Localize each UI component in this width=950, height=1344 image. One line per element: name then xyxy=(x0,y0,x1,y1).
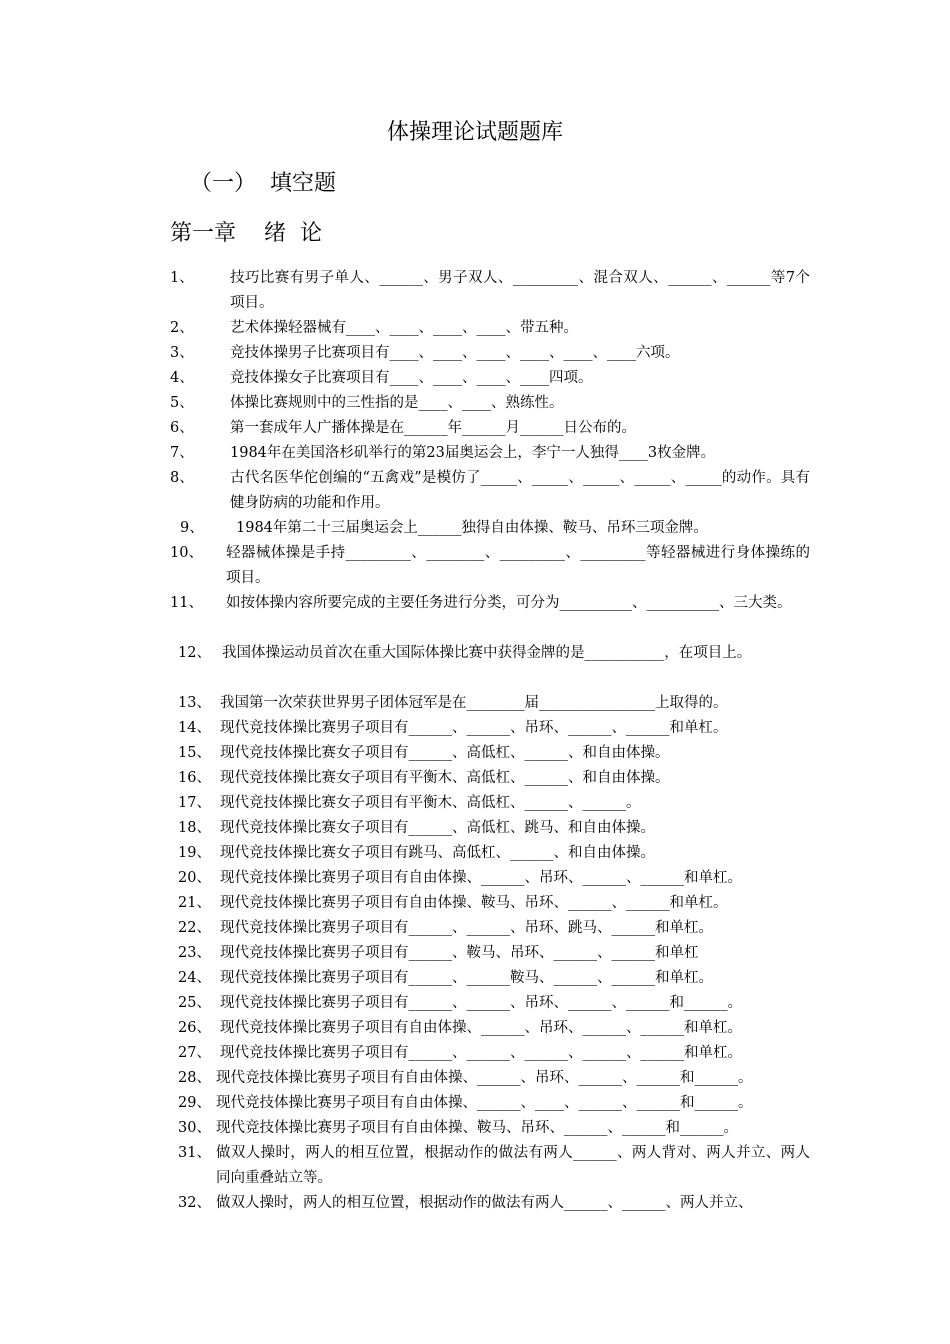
question-number: 19、 xyxy=(178,845,211,861)
question-number: 1、 xyxy=(170,270,194,286)
question-item xyxy=(178,1116,810,1141)
question-number: 10、 xyxy=(170,545,203,561)
question-number: 23、 xyxy=(178,945,211,961)
question-text: 现代竞技体操比赛男子项目有______、______、吊环、跳马、______和单杠。 xyxy=(220,920,713,936)
question-text: 艺术体操轻器械有____、____、____、____、带五种。 xyxy=(230,320,578,336)
question-number: 13、 xyxy=(178,695,211,711)
question-text: 现代竞技体操比赛女子项目有平衡木、高低杠、______、和自由体操。 xyxy=(220,770,670,786)
question-text: 现代竞技体操比赛男子项目有自由体操、鞍马、吊环、______、______和单杠。 xyxy=(220,895,728,911)
question-number: 2、 xyxy=(170,320,194,336)
question-number: 28、 xyxy=(178,1070,211,1086)
question-item xyxy=(178,791,810,816)
question-text: 1984年第二十三届奥运会上______独得自由体操、鞍马、吊环三项金牌。 xyxy=(236,520,708,536)
question-number: 30、 xyxy=(178,1120,211,1136)
question-number: 24、 xyxy=(178,970,211,986)
question-number: 26、 xyxy=(178,1020,211,1036)
question-number: 31、 xyxy=(178,1145,211,1161)
question-number: 25、 xyxy=(178,995,211,1011)
question-number: 21、 xyxy=(178,895,211,911)
question-item xyxy=(180,516,810,541)
question-item xyxy=(170,591,810,616)
question-text: 现代竞技体操比赛女子项目有______、高低杠、______、和自由体操。 xyxy=(220,745,670,761)
question-text: 现代竞技体操比赛男子项目有______、______、吊环、______、______和单杠。 xyxy=(220,720,728,736)
question-number: 18、 xyxy=(178,820,211,836)
question-text: 体操比赛规则中的三性指的是____、____、熟练性。 xyxy=(230,395,564,411)
question-item xyxy=(178,741,810,766)
question-item xyxy=(178,641,810,666)
question-number: 17、 xyxy=(178,795,211,811)
question-number: 3、 xyxy=(170,345,194,361)
question-number: 22、 xyxy=(178,920,211,936)
question-item xyxy=(170,541,810,591)
question-text: 现代竞技体操比赛男子项目有自由体操、______、____、______、______和______。 xyxy=(216,1095,753,1111)
chapter-heading: 第一章 绪 论 xyxy=(170,221,322,246)
question-number: 12、 xyxy=(178,645,211,661)
question-item xyxy=(170,341,810,366)
question-text: 竞技体操女子比赛项目有____、____、____、____四项。 xyxy=(230,370,593,386)
question-text: 做双人操时，两人的相互位置，根据动作的做法有两人______、______、两人并立、 xyxy=(216,1195,753,1211)
question-item xyxy=(170,316,810,341)
question-item xyxy=(170,441,810,466)
question-text: 做双人操时，两人的相互位置，根据动作的做法有两人______、两人背对、两人并立、两人同向重叠站立等。 xyxy=(216,1145,810,1186)
question-text: 现代竞技体操比赛男子项目有自由体操、鞍马、吊环、______、______和______。 xyxy=(216,1120,738,1136)
question-item xyxy=(178,1016,810,1041)
question-item xyxy=(178,916,810,941)
question-text: 现代竞技体操比赛男子项目有______、______鞍马、______、______和单杠。 xyxy=(220,970,713,986)
question-number: 8、 xyxy=(170,470,194,486)
question-item xyxy=(178,766,810,791)
question-text: 技巧比赛有男子单人、______、男子双人、_________、混合双人、______、______等7个项目。 xyxy=(230,270,810,311)
question-text: 现代竞技体操比赛男子项目有自由体操、______、吊环、______、______和______。 xyxy=(216,1070,753,1086)
question-number: 5、 xyxy=(170,395,194,411)
question-text: 如按体操内容所要完成的主要任务进行分类，可分为__________、__________、三大类。 xyxy=(226,595,792,611)
question-number: 16、 xyxy=(178,770,211,786)
question-text: 我国体操运动员首次在重大国际体操比赛中获得金牌的是___________，在项目上。 xyxy=(222,645,752,661)
question-number: 15、 xyxy=(178,745,211,761)
question-text: 轻器械体操是手持_________、________、_________、_________等轻器械进行身体操练的项目。 xyxy=(226,545,810,586)
question-text: 现代竞技体操比赛男子项目有自由体操、______、吊环、______、______和单杠。 xyxy=(220,870,742,886)
question-text: 现代竞技体操比赛男子项目有自由体操、______、吊环、______、______和单杠。 xyxy=(220,1020,742,1036)
question-number: 32、 xyxy=(178,1195,211,1211)
question-item xyxy=(178,941,810,966)
question-item xyxy=(178,891,810,916)
question-item xyxy=(178,1041,810,1066)
question-item xyxy=(178,691,810,716)
question-item xyxy=(178,841,810,866)
question-item xyxy=(178,966,810,991)
question-text: 古代名医华佗创编的“五禽戏”是模仿了_____、_____、_____、_____、_____的动作。具有健身防病的功能和作用。 xyxy=(230,470,810,511)
question-number: 11、 xyxy=(170,595,203,611)
question-item xyxy=(178,866,810,891)
question-text: 竞技体操男子比赛项目有____、____、____、____、____、____六项。 xyxy=(230,345,680,361)
question-number: 29、 xyxy=(178,1095,211,1111)
question-number: 27、 xyxy=(178,1045,211,1061)
question-text: 现代竞技体操比赛男子项目有______、______、吊环、______、______和______。 xyxy=(220,995,742,1011)
question-item xyxy=(178,1091,810,1116)
question-text: 现代竞技体操比赛女子项目有平衡木、高低杠、______、______。 xyxy=(220,795,641,811)
question-number: 9、 xyxy=(180,520,204,536)
question-item xyxy=(178,1066,810,1091)
question-number: 7、 xyxy=(170,445,194,461)
question-number: 20、 xyxy=(178,870,211,886)
question-number: 14、 xyxy=(178,720,211,736)
question-item xyxy=(178,816,810,841)
question-text: 现代竞技体操比赛女子项目有跳马、高低杠、______、和自由体操。 xyxy=(220,845,655,861)
section-heading: （一） 填空题 xyxy=(190,171,336,196)
question-item xyxy=(178,716,810,741)
question-text: 第一套成年人广播体操是在______年______月______日公布的。 xyxy=(230,420,636,436)
question-item xyxy=(170,391,810,416)
question-item xyxy=(178,1141,810,1191)
question-number: 4、 xyxy=(170,370,194,386)
question-number: 6、 xyxy=(170,420,194,436)
question-text: 我国第一次荣获世界男子团体冠军是在________届________________上取得的。 xyxy=(220,695,728,711)
question-item xyxy=(170,366,810,391)
question-text: 现代竞技体操比赛男子项目有______、鞍马、吊环、______、______和单杠 xyxy=(220,945,699,961)
question-text: 现代竞技体操比赛男子项目有______、______、______、______、______和单杠。 xyxy=(220,1045,742,1061)
question-text: 1984年在美国洛杉矶举行的第23届奥运会上，李宁一人独得____3枚金牌。 xyxy=(230,445,716,461)
question-item xyxy=(170,266,810,316)
document-title: 体操理论试题题库 xyxy=(386,120,563,145)
question-item xyxy=(170,416,810,441)
question-item xyxy=(170,466,810,516)
question-item xyxy=(178,1191,810,1216)
question-item xyxy=(178,991,810,1016)
question-text: 现代竞技体操比赛女子项目有______、高低杠、跳马、和自由体操。 xyxy=(220,820,655,836)
